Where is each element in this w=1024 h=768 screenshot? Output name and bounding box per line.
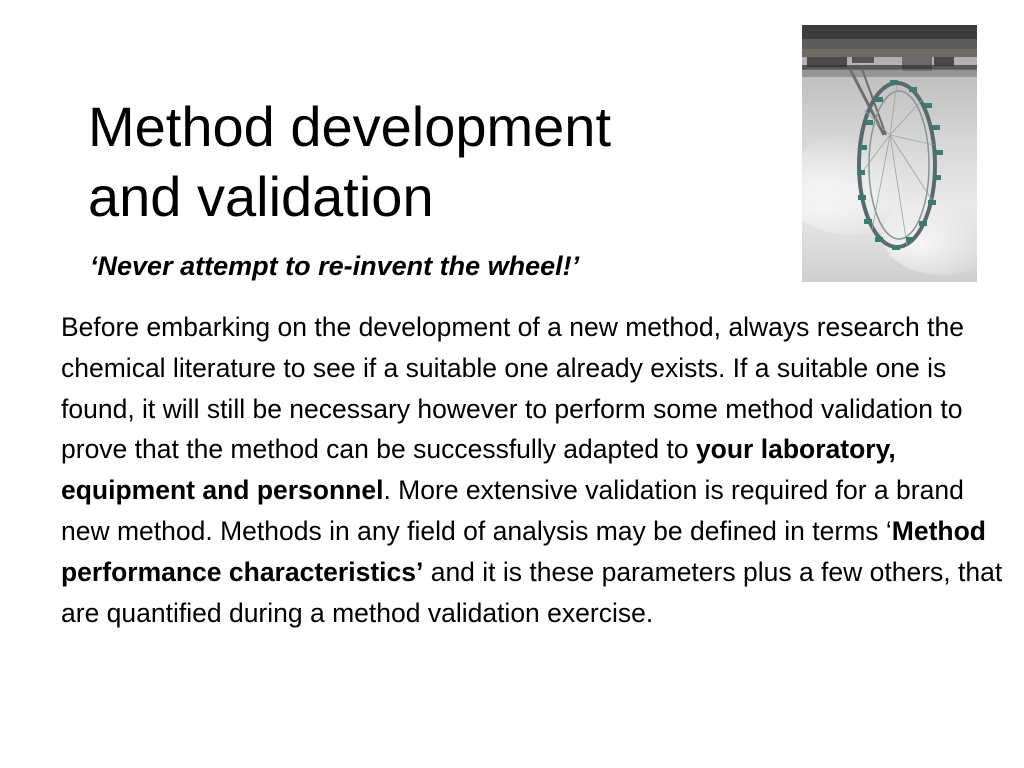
subtitle-open-quote: ‘ — [90, 251, 98, 281]
ferris-wheel-icon — [802, 25, 977, 282]
body-text-part-2: . More extensive validation is required for a brand new method. Methods in any field of analysis may be defined in terms ‘ — [61, 475, 964, 546]
body-text-part-1: Before embarking on the development of a new method, always research the chemical literature to see if a suitable one already exists. If a suitable one is found, it will still be necessary however to perform some method validation to prove that the method can be successfully adapted to — [61, 312, 964, 465]
body-bold-lab-equipment: your laboratory, equipment and personnel — [61, 434, 896, 506]
body-bold-performance-characteristics: Method performance characteristics’ — [61, 515, 986, 587]
ferris-wheel-photo — [802, 25, 977, 282]
title-line-2: and validation — [88, 165, 434, 228]
title-line-1: Method development — [88, 95, 612, 158]
body-paragraph — [61, 307, 1009, 633]
subtitle-text: Never attempt to re-invent the wheel!’ — [97, 251, 580, 281]
page-title — [88, 92, 728, 232]
body-text-part-3: and it is these parameters plus a few others, that are quantified during a method validation exercise. — [61, 556, 1003, 628]
subtitle-quote — [90, 248, 579, 284]
